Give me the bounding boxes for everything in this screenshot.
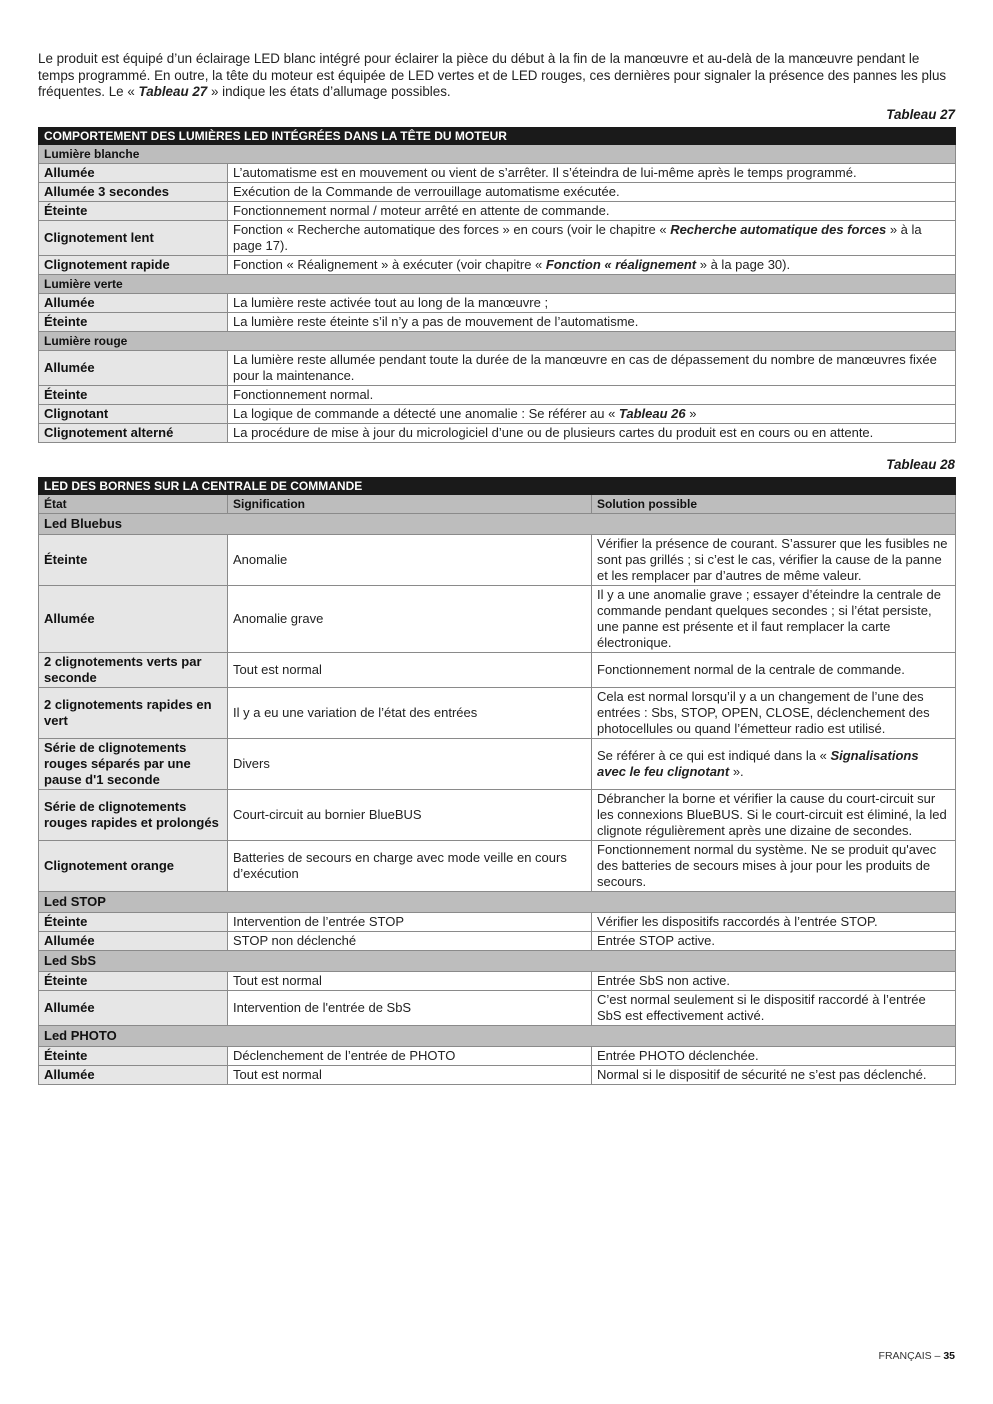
table27-caption: Tableau 27 [886,106,955,122]
description-cell: L’automatisme est en mouvement ou vient de s’arrêter. Il s’éteindra de lui-même après le temps programmé. [228,163,956,182]
intro-table-ref: Tableau 27 [138,84,208,99]
table-row [39,220,956,255]
state-cell: Clignotement alterné [39,423,228,442]
state-cell: Clignotement lent [39,220,228,255]
state-cell: Éteinte [39,201,228,220]
table-row [39,738,956,789]
state-cell: Clignotement orange [39,840,228,891]
table27-header-row [39,127,956,144]
description-cell: Exécution de la Commande de verrouillage automatisme exécutée. [228,182,956,201]
table-row [39,1065,956,1084]
state-cell: Allumée [39,163,228,182]
meaning-cell: Intervention de l'entrée de SbS [228,990,592,1025]
solution-cell: Normal si le dispositif de sécurité ne s’est pas déclenché. [592,1065,956,1084]
solution-cell: Entrée PHOTO déclenchée. [592,1046,956,1065]
group-row [39,1025,956,1046]
table-row [39,912,956,931]
state-cell: Allumée [39,585,228,652]
desc-text: Fonction « Réalignement » à exécuter (voir chapitre « [233,256,546,272]
table-row [39,404,956,423]
table-row [39,687,956,738]
description-cell: La lumière reste éteinte s’il n’y a pas de mouvement de l’automatisme. [228,312,956,331]
desc-emphasis: Fonction « réalignement [545,256,697,272]
state-cell: Allumée [39,1065,228,1084]
state-cell: Série de clignotements rouges rapides et prolongés [39,789,228,840]
desc-text: La logique de commande a détecté une anomalie : Se référer au « [233,405,619,421]
solution-cell: Fonctionnement normal de la centrale de commande. [592,652,956,687]
group-row [39,950,956,971]
table-row [39,931,956,950]
solution-cell: Fonctionnement normal du système. Ne se produit qu'avec des batteries de secours mises à jour pour les produits de secours. [592,840,956,891]
state-cell: Éteinte [39,1046,228,1065]
intro-paragraph [38,51,955,101]
state-cell: Clignotement rapide [39,255,228,274]
desc-emphasis: Tableau 26 [618,405,686,421]
group-title: Lumière verte [39,274,956,293]
state-cell: Série de clignotements rouges séparés par une pause d'1 seconde [39,738,228,789]
solution-cell: Cela est normal lorsqu’il y a un changement de l’une des entrées : Sbs, STOP, OPEN, CLOSE, déclenchement des photocellules ou quand l’émetteur radio est utilisé. [592,687,956,738]
table-row [39,201,956,220]
state-cell: Clignotant [39,404,228,423]
table-row [39,312,956,331]
description-cell: Fonctionnement normal. [228,385,956,404]
page-footer [879,1350,955,1362]
solution-cell: C’est normal seulement si le dispositif raccordé à l’entrée SbS est effectivement activé. [592,990,956,1025]
group-title: Led STOP [39,891,956,912]
table-row [39,990,956,1025]
table-row [39,163,956,182]
meaning-cell: Tout est normal [228,652,592,687]
group-row [39,274,956,293]
state-cell: Éteinte [39,534,228,585]
meaning-cell: Anomalie [228,534,592,585]
table-row [39,385,956,404]
state-cell: Allumée [39,350,228,385]
table28-header: LED DES BORNES SUR LA CENTRALE DE COMMANDE [39,477,956,494]
group-row [39,144,956,163]
state-cell: Allumée 3 secondes [39,182,228,201]
solution-cell [592,738,956,789]
table-row [39,350,956,385]
desc-text: Fonction « Recherche automatique des forces » en cours (voir le chapitre « [233,221,671,237]
table28 [38,477,956,1085]
intro-text: Le produit est équipé d’un éclairage LED blanc intégré pour éclairer la pièce du début à la fin de la manœuvre et au-delà de la manœuvre pendant le temps programmé. En outre, la tête du moteur est équipée de LED vertes et de LED rouges, ces dernières pour signaler la présence des pannes les plus fréquentes. Le « [38,51,947,99]
table-row [39,182,956,201]
group-title: Led SbS [39,950,956,971]
state-cell: Allumée [39,931,228,950]
state-cell: Éteinte [39,312,228,331]
meaning-cell: Tout est normal [228,1065,592,1084]
table27 [38,127,956,443]
desc-text-end: » [685,405,697,421]
desc-text-end: » à la page 17). [233,221,922,253]
desc-text-end: » à la page 30). [696,256,791,272]
footer-language: FRANÇAIS – [878,1350,944,1362]
state-cell: Allumée [39,990,228,1025]
meaning-cell: STOP non déclenché [228,931,592,950]
description-cell: La lumière reste allumée pendant toute la durée de la manœuvre en cas de dépassement du nombre de manœuvres fixée pour la maintenance. [228,350,956,385]
group-row [39,331,956,350]
solution-cell: Débrancher la borne et vérifier la cause du court-circuit sur les connexions BlueBUS. Si le court-circuit est éliminé, la led clignote régulièrement après une dizaine de secondes. [592,789,956,840]
group-title: Lumière rouge [39,331,956,350]
meaning-cell: Intervention de l’entrée STOP [228,912,592,931]
table27-header: COMPORTEMENT DES LUMIÈRES LED INTÉGRÉES DANS LA TÊTE DU MOTEUR [39,127,956,144]
description-cell [228,220,956,255]
table-row [39,423,956,442]
table28-header-row [39,477,956,494]
desc-emphasis: Recherche automatique des forces [670,221,887,237]
column-header: Solution possible [592,494,956,513]
solution-cell: Vérifier la présence de courant. S’assurer que les fusibles ne sont pas grillés ; si c’est le cas, vérifier la cause de la panne et les remplacer par d’autres de même valeur. [592,534,956,585]
solution-emphasis: Signalisations avec le feu clignotant [597,747,919,779]
solution-cell: Il y a une anomalie grave ; essayer d’éteindre la centrale de commande pendant quelques secondes ; si l’état persiste, une panne est présente et il faut remplacer la carte électronique. [592,585,956,652]
group-row [39,513,956,534]
page-number: 35 [943,1350,955,1362]
table-row [39,585,956,652]
table-row [39,1046,956,1065]
state-cell: Éteinte [39,971,228,990]
page-content [38,51,955,1085]
table-row [39,971,956,990]
group-title: Lumière blanche [39,144,956,163]
table-row [39,789,956,840]
meaning-cell: Divers [228,738,592,789]
intro-text-end: » indique les états d’allumage possibles. [207,84,451,99]
solution-cell: Entrée SbS non active. [592,971,956,990]
meaning-cell: Batteries de secours en charge avec mode veille en cours d’exécution [228,840,592,891]
table-row [39,840,956,891]
meaning-cell: Tout est normal [228,971,592,990]
column-header: Signification [228,494,592,513]
description-cell [228,404,956,423]
description-cell: Fonctionnement normal / moteur arrêté en attente de commande. [228,201,956,220]
meaning-cell: Anomalie grave [228,585,592,652]
meaning-cell: Déclenchement de l’entrée de PHOTO [228,1046,592,1065]
group-row [39,891,956,912]
solution-text: Se référer à ce qui est indiqué dans la « [597,747,831,763]
table-row [39,255,956,274]
description-cell: La lumière reste activée tout au long de la manœuvre ; [228,293,956,312]
solution-cell: Entrée STOP active. [592,931,956,950]
group-title: Led PHOTO [39,1025,956,1046]
meaning-cell: Court-circuit au bornier BlueBUS [228,789,592,840]
state-cell: Allumée [39,293,228,312]
state-cell: Éteinte [39,385,228,404]
table-row [39,652,956,687]
table-row [39,293,956,312]
group-title: Led Bluebus [39,513,956,534]
description-cell [228,255,956,274]
column-header-row [39,494,956,513]
solution-text-end: ». [729,763,744,779]
meaning-cell: Il y a eu une variation de l’état des entrées [228,687,592,738]
solution-cell: Vérifier les dispositifs raccordés à l’entrée STOP. [592,912,956,931]
description-cell: La procédure de mise à jour du micrologiciel d’une ou de plusieurs cartes du produit est en cours ou en attente. [228,423,956,442]
state-cell: 2 clignotements rapides en vert [39,687,228,738]
table-row [39,534,956,585]
table28-caption: Tableau 28 [886,456,955,472]
state-cell: Éteinte [39,912,228,931]
state-cell: 2 clignotements verts par seconde [39,652,228,687]
column-header: État [39,494,228,513]
